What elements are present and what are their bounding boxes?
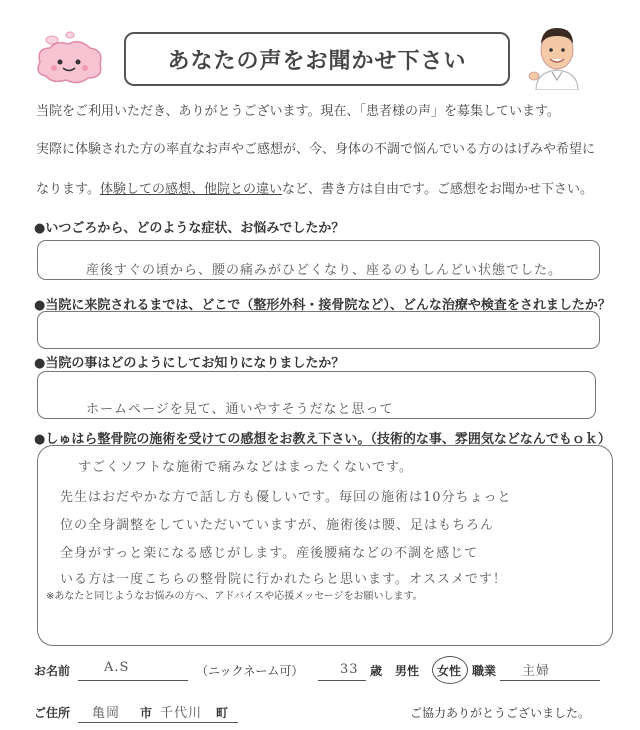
address-underline bbox=[78, 722, 238, 723]
intro-line-3-suffix: など、書き方は自由です。ご感想をお聞かせ下さい。 bbox=[281, 182, 593, 197]
occupation-underline bbox=[500, 680, 600, 681]
town-value: 千代川 bbox=[160, 706, 203, 721]
intro-line-3 bbox=[36, 178, 593, 197]
question-1-label: ●いつごろから、どのような症状、お悩みでしたか？ bbox=[34, 221, 345, 236]
intro-line-1: 当院をご利用いただき、ありがとうございます。現在、「患者様の声」を募集しています。 bbox=[36, 104, 560, 119]
question-2-answer-box[interactable] bbox=[37, 311, 600, 349]
name-underline bbox=[78, 680, 188, 681]
name-label: お名前 bbox=[34, 664, 71, 678]
doctor-portrait-icon bbox=[526, 20, 588, 90]
nickname-note: （ニックネーム可） bbox=[196, 664, 304, 678]
name-value: A.S bbox=[104, 660, 130, 675]
question-4-label: ●しゅはら整骨院の施術を受けての感想をお教え下さい。（技術的な事、雰囲気などなんでもｏｋ） bbox=[34, 432, 611, 447]
question-4-answer-line-2: 先生はおだやかな方で話し方も優しいです。毎回の施術は10分ちょっと bbox=[60, 490, 512, 505]
question-4-answer-line-3: 位の全身調整をしていただいていますが、施術後は腰、足はもちろん bbox=[60, 518, 495, 533]
female-option[interactable]: 女性 bbox=[437, 664, 462, 678]
city-value: 亀岡 bbox=[92, 706, 121, 721]
pink-cloud-mascot-icon bbox=[30, 26, 110, 88]
male-option[interactable]: 男性 bbox=[395, 664, 420, 678]
age-underline bbox=[318, 680, 366, 681]
question-1-answer-box[interactable] bbox=[37, 240, 600, 280]
city-label: 市 bbox=[140, 706, 153, 720]
question-3-label: ●当院の事はどのようにしてお知りになりましたか？ bbox=[34, 356, 345, 371]
occupation-label: 職業 bbox=[472, 664, 497, 678]
question-4-answer-box[interactable] bbox=[37, 445, 613, 646]
intro-line-2: 実際に体験された方の率直なお声やご感想が、今、身体の不調で悩んでいる方のはげみや希望に bbox=[36, 142, 596, 157]
town-label: 町 bbox=[216, 706, 229, 720]
thanks-message: ご協力ありがとうございました。 bbox=[410, 706, 591, 720]
age-label: 歳 bbox=[370, 664, 383, 678]
page-title: あなたの声をお聞かせ下さい bbox=[124, 32, 510, 86]
question-1-answer-text: 産後すぐの頃から、腰の痛みがひどくなり、座るのもしんどい状態でした。 bbox=[86, 263, 563, 278]
occupation-value: 主婦 bbox=[522, 664, 551, 679]
address-label: ご住所 bbox=[34, 706, 71, 720]
question-4-answer-line-4: 全身がすっと楽になる感じがします。産後腰痛などの不調を感じて bbox=[60, 546, 479, 561]
question-4-note: ※あなたと同じようなお悩みの方へ、アドバイスや応援メッセージをお願いします。 bbox=[46, 591, 423, 602]
question-3-answer-box[interactable] bbox=[37, 371, 596, 419]
question-3-answer-text: ホームページを見て、通いやすそうだなと思って bbox=[86, 402, 394, 417]
intro-line-3-emphasis: 体験しての感想、他院との違い bbox=[99, 182, 282, 197]
question-4-answer-line-1: すごくソフトな施術で痛みなどはまったくないです。 bbox=[78, 460, 413, 475]
question-4-answer-line-5: いる方は一度こちらの整骨院に行かれたらと思います。オススメです！ bbox=[60, 572, 507, 587]
age-value: 33 bbox=[340, 662, 359, 677]
intro-line-3-prefix: なります。 bbox=[36, 182, 100, 197]
question-2-label: ●当院に来院されるまでは、どこで（整形外科・接骨院など）、どんな治療や検査をされましたか？ bbox=[34, 298, 611, 313]
